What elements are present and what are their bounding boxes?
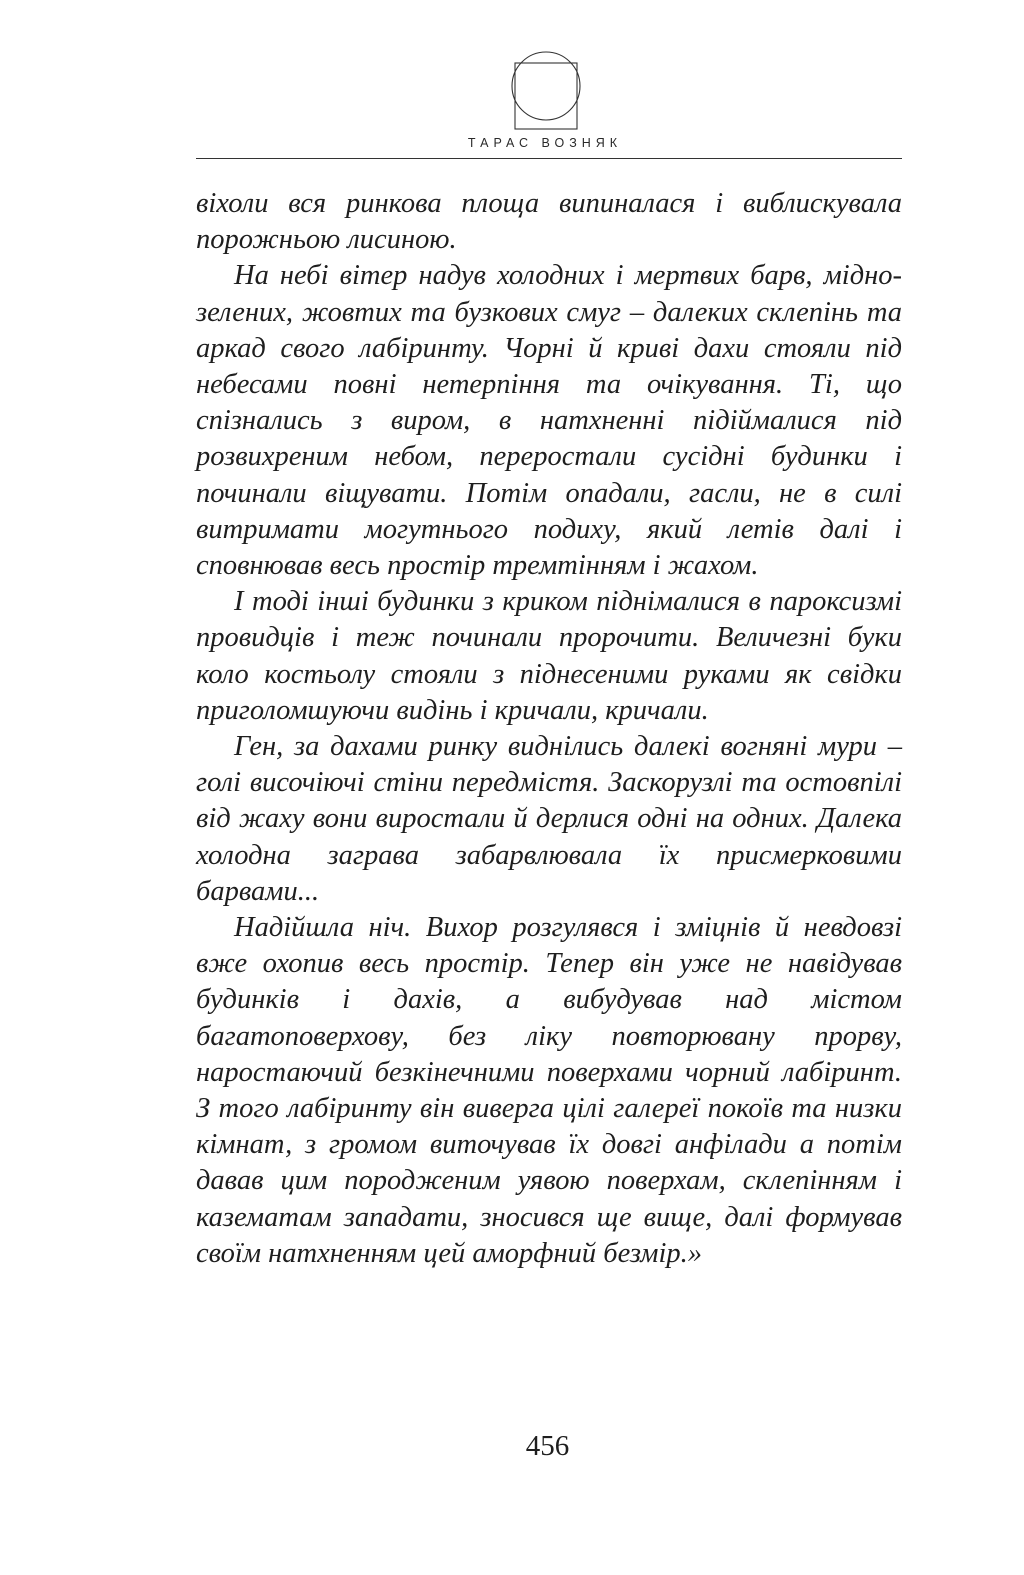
body-text: [196, 186, 902, 1272]
paragraph-5: Надійшла ніч. Вихор розгулявся і зміцнів й невдовзі вже охопив весь простір. Тепер він уже не навідував будинків і дахів, а вибудував над містом багатоповерхову, без ліку повторювану прорву, наростаючий безкінечними поверхами чорний лабіринт. З того лабіринту він виверга цілі галереї покоїв та низки кімнат, з громом виточував їх довгі анфілади а потім давав цим породженим уявою поверхам, склепінням і казематам западати, зносився ще вище, далі формував своїм натхненням цей аморфний безмір.»: [196, 912, 902, 1269]
paragraph-3: І тоді інші будинки з криком піднімалися в пароксизмі провидців і теж починали пророчити. Величезні буки коло костьолу стояли з піднесеними руками як свідки приголомшуючи видінь і кричали, кричали.: [196, 586, 902, 726]
paragraph-4: Ген, за дахами ринку виднілись далекі вогняні мури – голі височіючі стіни передмістя. Заскорузлі та остовпілі від жаху вони виростали й дерлися одні на одних. Далека холодна заграва забарвлювала їх присмерковими барвами...: [196, 731, 902, 907]
paragraph-2: На небі вітер надув холодних і мертвих барв, мідно-зелених, жовтих та бузкових смуг – далеких склепінь та аркад свого лабіринту. Чорні й криві дахи стояли під небесами повні нетерпіння та очікування. Ті, що спізнались з виром, в натхненні підіймалися під розвихреним небом, переростали сусідні будинки і починали віщувати. Потім опадали, гасли, не в силі витримати могутнього подиху, який летів далі і сповнював весь простір тремтінням і жахом.: [196, 260, 902, 582]
emblem-circle-square-icon: [510, 48, 582, 133]
running-head-author: ТАРАС ВОЗНЯК: [467, 136, 623, 150]
paragraph-1: віхоли вся ринкова площа випиналася і виблискувала порожньою лисиною.: [196, 188, 902, 256]
page-number: 456: [525, 1430, 570, 1462]
header-rule: [196, 158, 902, 159]
